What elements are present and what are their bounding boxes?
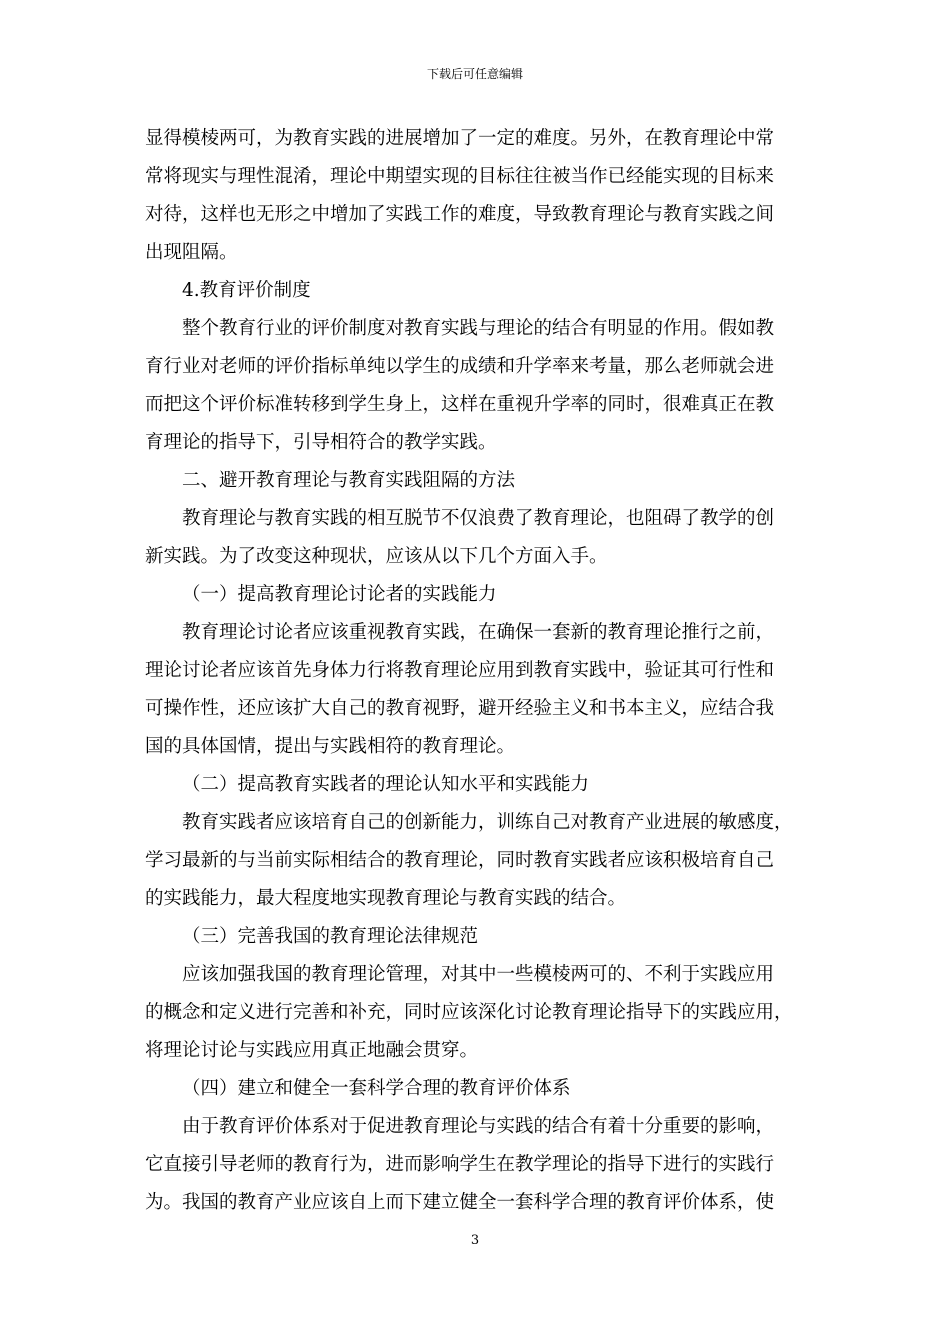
subsection-heading: （二）提高教育实践者的理论认知水平和实践能力 [182,774,590,795]
text-line: 教育理论讨论者应该重视教育实践，在确保一套新的教育理论推行之前， [182,622,775,643]
text-line: 育理论的指导下，引导相符合的教学实践。 [145,432,497,453]
text-line: 教育理论与教育实践的相互脱节不仅浪费了教育理论，也阻碍了教学的创 [182,508,775,529]
text-line: 的概念和定义进行完善和补充，同时应该深化讨论教育理论指导下的实践应用， [145,1002,793,1023]
text-line: 教育实践者应该培育自己的创新能力，训练自己对教育产业进展的敏感度， [182,812,793,833]
document-body [145,120,805,1222]
text-line: 理论讨论者应该首先身体力行将教育理论应用到教育实践中，验证其可行性和 [145,660,775,681]
text-line: 对待，这样也无形之中增加了实践工作的难度，导致教育理论与教育实践之间 [145,204,775,225]
text-line: 显得模棱两可，为教育实践的进展增加了一定的难度。另外，在教育理论中常 [145,128,775,149]
text-line: 常将现实与理性混淆，理论中期望实现的目标往往被当作已经能实现的目标来 [145,166,775,187]
text-line: 可操作性，还应该扩大自己的教育视野，避开经验主义和书本主义，应结合我 [145,698,775,719]
section-heading: 4.教育评价制度 [182,280,311,301]
text-line: 为。我国的教育产业应该自上而下建立健全一套科学合理的教育评价体系，使 [145,1192,775,1213]
page-number: 3 [470,1233,480,1248]
text-line: 将理论讨论与实践应用真正地融会贯穿。 [145,1040,479,1061]
text-line: 的实践能力，最大程度地实现教育理论与教育实践的结合。 [145,888,627,909]
page-header: 下载后可任意编辑 [426,67,523,81]
text-line: 出现阻隔。 [145,242,238,263]
text-line: 新实践。为了改变这种现状，应该从以下几个方面入手。 [145,546,608,567]
text-line: 应该加强我国的教育理论管理，对其中一些模棱两可的、不利于实践应用 [182,964,775,985]
text-line: 学习最新的与当前实际相结合的教育理论，同时教育实践者应该积极培育自己 [145,850,775,871]
text-line: 国的具体国情，提出与实践相符的教育理论。 [145,736,516,757]
subsection-heading: （四）建立和健全一套科学合理的教育评价体系 [182,1078,571,1099]
text-line: 育行业对老师的评价指标单纯以学生的成绩和升学率来考量，那么老师就会进 [145,356,775,377]
section-heading: 二、避开教育理论与教育实践阻隔的方法 [182,470,516,491]
text-line: 而把这个评价标准转移到学生身上，这样在重视升学率的同时，很难真正在教 [145,394,775,415]
text-line: 整个教育行业的评价制度对教育实践与理论的结合有明显的作用。假如教 [182,318,775,339]
text-line: 由于教育评价体系对于促进教育理论与实践的结合有着十分重要的影响， [182,1116,775,1137]
text-line: 它直接引导老师的教育行为，进而影响学生在教学理论的指导下进行的实践行 [145,1154,775,1175]
subsection-heading: （三）完善我国的教育理论法律规范 [182,926,479,947]
subsection-heading: （一）提高教育理论讨论者的实践能力 [182,584,497,605]
